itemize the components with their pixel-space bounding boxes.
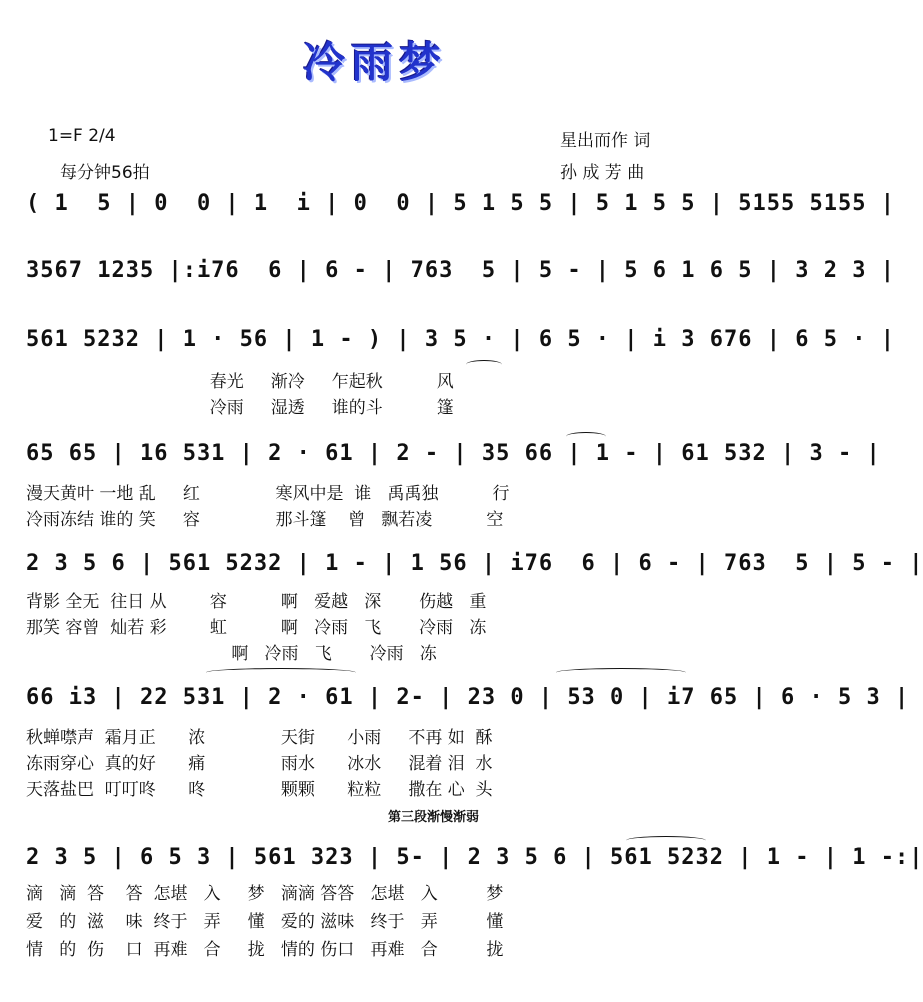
notation-line-1: ( 1 5 | 0 0 | 1 i | 0 0 | 5 1 5 5 | 5 1 5 5 | 5155 5155 | [26,191,895,216]
slur-mark [466,360,502,369]
notation-line-4: 65 65 | 16 531 | 2 · 61 | 2 - | 35 66 | 1 - | 61 532 | 3 - | [26,441,881,466]
lyric-line-3-1: 春光 渐冷 乍起秋 风 [26,372,454,392]
lyric-line-5-2: 那笑 容曾 灿若 彩 虹 啊 冷雨 飞 冷雨 冻 [26,618,487,638]
slur-mark [206,668,356,677]
song-title: 冷雨梦 [302,38,447,87]
key-time-signature: 1=F 2/4 [48,126,116,146]
lyric-line-6-1: 秋蝉噤声 霜月正 浓 天街 小雨 不再 如 酥 [26,728,493,748]
notation-line-3: 561 5232 | 1 · 56 | 1 - ) | 3 5 · | 6 5 · | i 3 676 | 6 5 · | [26,327,895,352]
score [26,0,923,1002]
lyric-line-3-2: 冷雨 湿透 谁的斗 篷 [26,398,454,418]
notation-line-6: 66 i3 | 22 531 | 2 · 61 | 2- | 23 0 | 53 0 | i7 65 | 6 · 5 3 | [26,685,910,710]
lyric-line-4-1: 漫天黄叶 一地 乱 红 寒风中是 谁 禹禹独 行 [26,484,510,504]
lyric-line-7-3: 情 的 伤 口 再难 合 拢 情的 伤口 再难 合 拢 [26,940,504,960]
lyricist-credit: 星出而作 词 [560,131,651,151]
lyric-line-4-2: 冷雨冻结 谁的 笑 容 那斗篷 曾 飘若凌 空 [26,510,504,530]
composer-credit: 孙 成 芳 曲 [560,163,645,183]
slur-mark [626,836,706,845]
lyric-line-6-3: 天落盐巴 叮叮咚 咚 颗颗 粒粒 撒在 心 头 [26,780,493,800]
notation-line-7: 2 3 5 | 6 5 3 | 561 323 | 5- | 2 3 5 6 | 561 5232 | 1 - | 1 -:| [26,845,923,870]
slur-mark [566,432,606,441]
notation-line-2: 3567 1235 |:i76 6 | 6 - | 763 5 | 5 - | 5 6 1 6 5 | 3 2 3 | [26,258,895,283]
section-direction: 第三段渐慢渐弱 [388,810,480,825]
tempo-marking: 每分钟56拍 [60,163,150,183]
lyric-line-7-1: 滴 滴 答 答 怎堪 入 梦 滴滴 答答 怎堪 入 梦 [26,884,504,904]
lyric-line-7-2: 爱 的 滋 味 终于 弄 懂 爱的 滋味 终于 弄 懂 [26,912,504,932]
lyric-line-5-1: 背影 全无 往日 从 容 啊 爱越 深 伤越 重 [26,592,487,612]
slur-mark [556,668,686,677]
notation-line-5: 2 3 5 6 | 561 5232 | 1 - | 1 56 | i76 6 | 6 - | 763 5 | 5 - | [26,551,923,576]
lyric-line-5-3: 啊 冷雨 飞 冷雨 冻 [26,644,437,664]
lyric-line-6-2: 冻雨穿心 真的好 痛 雨水 冰水 混着 泪 水 [26,754,493,774]
